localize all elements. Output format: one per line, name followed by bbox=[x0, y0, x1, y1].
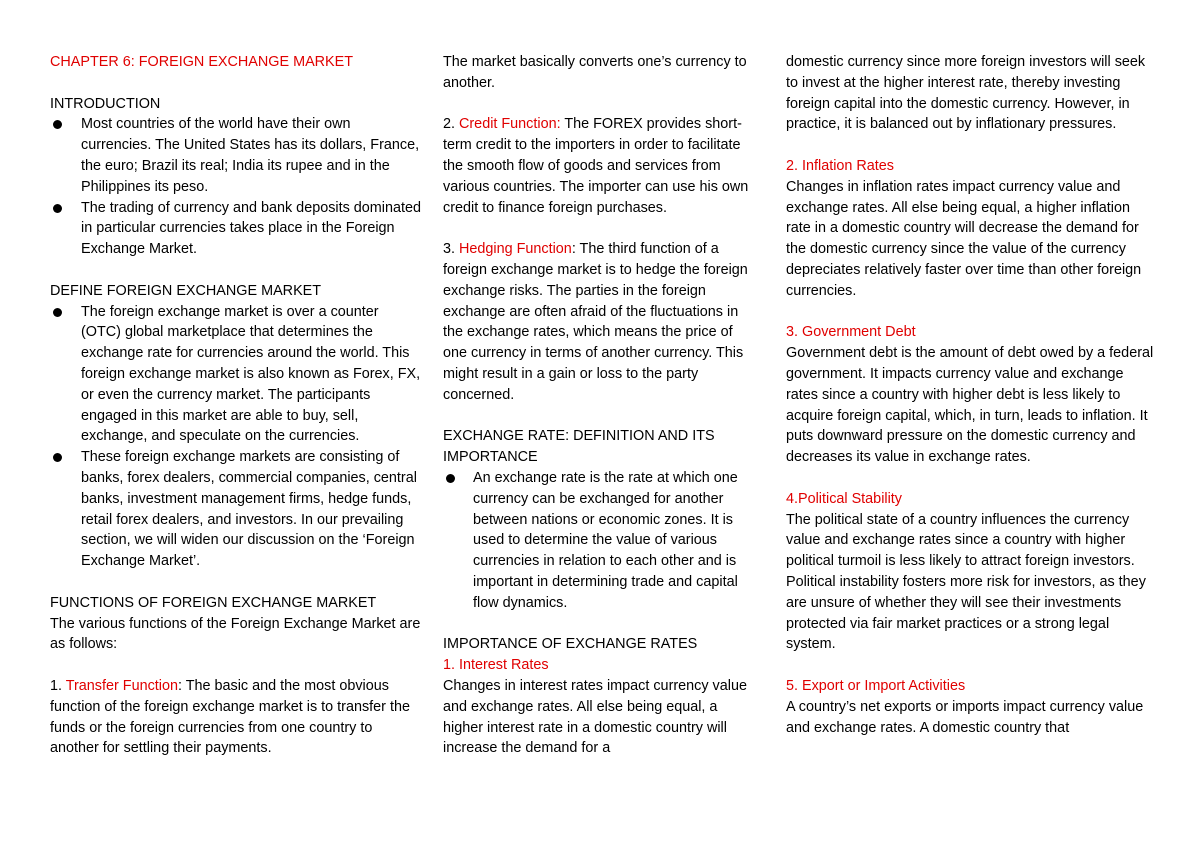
government-debt-heading: 3. Government Debt bbox=[786, 324, 916, 341]
interest-rates-text: Changes in interest rates impact currency value and exchange rates. All else being equal, a higher interest rate in a domestic country will increase the demand for a bbox=[443, 677, 747, 757]
interest-rates-heading: 1. Interest Rates bbox=[443, 657, 549, 674]
hedging-function-paragraph: 3. Hedging Function: The third function of a foreign exchange market is to hedge the foreign exchange risks. The parties in the foreign exchange are often afraid of the fluctuations in the exchange rates, which means the price of one currency in terms of another currency. This might result in a gain or loss to the party concerned. bbox=[443, 241, 748, 403]
functions-heading: FUNCTIONS OF FOREIGN EXCHANGE MARKET bbox=[50, 594, 377, 611]
bullet-icon bbox=[446, 474, 455, 483]
hedging-function-label: Hedging Function bbox=[459, 241, 572, 258]
credit-function-paragraph: 2. Credit Function: The FOREX provides short-term credit to the importers in order to facilitate the smooth flow of goods and services from various countries. The importer can use his own credit to finance foreign purchases. bbox=[443, 116, 749, 216]
column-2 bbox=[443, 52, 755, 759]
government-debt-text: Government debt is the amount of debt owed by a federal government. It impacts currency value and exchange rates since a country with higher debt is less likely to acquire foreign capital, which, in turn, leads to inflation. It puts downward pressure on the domestic currency and decreases its value in exchange rates. bbox=[786, 345, 1154, 466]
credit-function-label: Credit Function: bbox=[459, 116, 561, 133]
bullet-icon bbox=[53, 453, 62, 462]
political-stability-text: The political state of a country influences the currency value and exchange rates since a country with higher political turmoil is less likely to attract foreign investors. Political instability fosters more risk for investors, as they are unsure of whether they will see their investments protected via fair market practices or a strong legal system. bbox=[786, 511, 1146, 653]
list-item: The trading of currency and bank deposits dominated in particular currencies takes place in the Foreign Exchange Market. bbox=[50, 198, 422, 260]
list-item: Most countries of the world have their own currencies. The United States has its dollars, France, the euro; Brazil its real; India its rupee and in the Philippines its peso. bbox=[50, 114, 422, 197]
chapter-title: CHAPTER 6: FOREIGN EXCHANGE MARKET bbox=[50, 54, 354, 70]
inflation-rates-text: Changes in inflation rates impact currency value and exchange rates. All else being equal, a higher inflation rate in a domestic country will decrease the demand for the domestic currency since the value of the currency depreciates relatively faster over time than other foreign currencies. bbox=[786, 178, 1142, 299]
continued-text: domestic currency since more foreign investors will seek to invest at the higher interest rate, thereby investing foreign capital into the domestic currency. However, in practice, it is balanced out by inflationary pressures. bbox=[786, 54, 1146, 133]
exchange-rate-list bbox=[443, 468, 755, 614]
inflation-rates-heading: 2. Inflation Rates bbox=[786, 157, 894, 174]
bullet-icon bbox=[53, 120, 62, 129]
transfer-function-label: Transfer Function bbox=[65, 677, 178, 694]
importance-heading: IMPORTANCE OF EXCHANGE RATES bbox=[443, 636, 698, 653]
list-item: These foreign exchange markets are consisting of banks, forex dealers, commercial companies, central banks, investment management firms, hedge funds, retail forex dealers, and investors. In our prevailing section, we will widen our discussion on the ‘Foreign Exchange Market’. bbox=[50, 447, 422, 572]
column-3 bbox=[786, 52, 1158, 738]
bullet-icon bbox=[53, 204, 62, 213]
exchange-rate-heading: EXCHANGE RATE: DEFINITION AND ITS IMPORTANCE bbox=[443, 428, 715, 466]
list-item: The foreign exchange market is over a counter (OTC) global marketplace that determines the exchange rate for currencies around the world. This foreign exchange market is also known as Forex, FX, or even the currency market. The participants engaged in this market are able to buy, sell, exchange, and speculate on the currencies. bbox=[50, 302, 422, 448]
political-stability-heading: 4.Political Stability bbox=[786, 490, 902, 507]
transfer-function-paragraph: 1. Transfer Function: The basic and the most obvious function of the foreign exchange market is to transfer the funds or the foreign currencies from one country to another for settling their payments. bbox=[50, 677, 410, 757]
continued-text: The market basically converts one’s currency to another. bbox=[443, 54, 747, 91]
functions-intro: The various functions of the Foreign Exchange Market are as follows: bbox=[50, 615, 421, 653]
export-import-text: A country’s net exports or imports impact currency value and exchange rates. A domestic country that bbox=[786, 698, 1144, 736]
introduction-heading: INTRODUCTION bbox=[50, 95, 161, 112]
define-list bbox=[50, 302, 422, 572]
list-item: An exchange rate is the rate at which one currency can be exchanged for another between nations or economic zones. It is used to determine the value of various currencies in relation to each other and is important in determining trade and capital flow dynamics. bbox=[443, 468, 755, 614]
introduction-list bbox=[50, 114, 422, 260]
export-import-heading: 5. Export or Import Activities bbox=[786, 677, 966, 694]
bullet-icon bbox=[53, 308, 62, 317]
column-1 bbox=[50, 52, 422, 759]
define-heading: DEFINE FOREIGN EXCHANGE MARKET bbox=[50, 282, 322, 299]
